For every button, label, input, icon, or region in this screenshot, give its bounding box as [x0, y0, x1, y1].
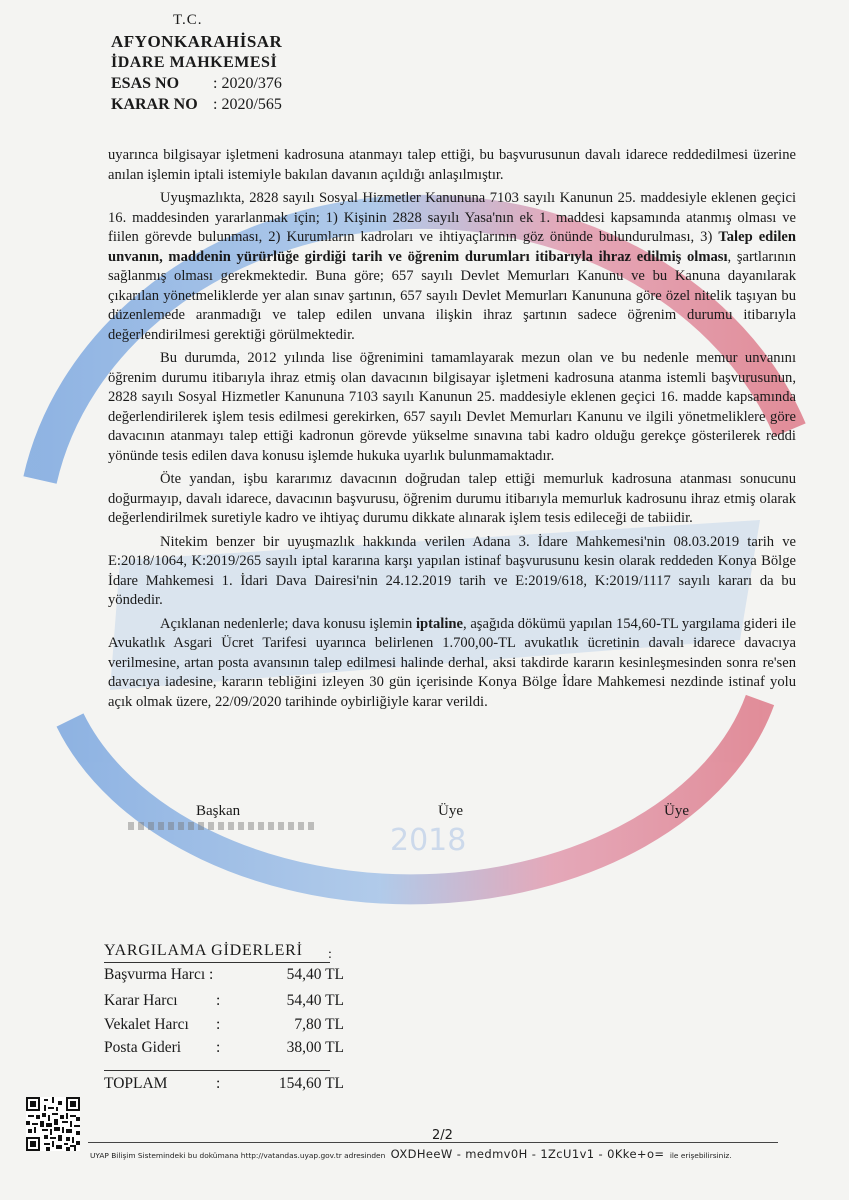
costs-title: YARGILAMA GİDERLERİ	[104, 942, 303, 959]
footer-prefix: UYAP Bilişim Sistemindeki bu dokümana http://vatandas.uyap.gov.tr adresinden	[90, 1151, 386, 1160]
cost-amount: 54,40 TL	[286, 966, 344, 983]
document-body	[108, 146, 796, 716]
cost-label: Posta Gideri	[104, 1039, 182, 1056]
uyap-footer	[90, 1147, 790, 1161]
page-number: 2/2	[432, 1128, 453, 1143]
cost-amount: 54,40 TL	[286, 992, 344, 1009]
paragraph-5: Nitekim benzer bir uyuşmazlık hakkında verilen Adana 3. İdare Mahkemesi'nin 08.03.2019 tarih ve E:2018/1064, K:2019/265 sayılı iptal kararına karşı yapılan istinaf başvurusunu kesin olarak reddeden Konya Bölge İdare Mahkemesi 1. İdari Dava Dairesi'nin 24.12.2019 tarih ve E:2019/618, K:2019/1117 sayılı kararı da bu yöndedir.	[108, 533, 796, 608]
costs-title-colon: :	[328, 947, 332, 962]
paragraph-2-part-a: Uyuşmazlıkta, 2828 sayılı Sosyal Hizmetler Kanununa 7103 sayılı Kanunun 25. maddesiyle eklenen geçici 16. maddesinden yararlanmak için; 1) Kişinin 2828 sayılı Yasa'nın ek 1. maddesi kapsamında atanmış olması ve fiilen görevde bulunması, 2) Kurumların kadroları ve ihtiyaçlarının göz önünde bulundurulması, 3)	[108, 190, 796, 245]
costs-total-divider	[104, 1070, 330, 1071]
paragraph-2	[108, 189, 796, 345]
cost-amount: 38,00 TL	[286, 1039, 344, 1056]
karar-value: : 2020/565	[213, 96, 282, 113]
watermark-year: 2018	[390, 823, 467, 858]
cost-colon: :	[216, 1039, 221, 1056]
total-colon: :	[216, 1075, 221, 1092]
paragraph-2-bold: Talep edilen unvanın, maddenin yürürlüğe girdiği tarih ve öğrenim durumları itibarıyla ihraz edilmiş olması	[108, 229, 796, 265]
cost-row	[104, 1016, 344, 1038]
cost-label: Vekalet Harcı	[104, 1016, 189, 1033]
karar-row	[111, 94, 282, 115]
total-amount: 154,60 TL	[278, 1075, 344, 1092]
country-label: T.C.	[173, 12, 203, 28]
esas-value: : 2020/376	[213, 75, 282, 92]
costs-title-underline	[104, 962, 330, 963]
paragraph-6	[108, 615, 796, 713]
paragraph-2-part-c: , şartlarının sağlanmış olması gerekmektedir. Buna göre; 657 sayılı Devlet Memurları Kanunu ve bu Kanuna dayanılarak çıkarılan yönetmeliklerde yer alan sınav şartının, 657 sayılı Devlet Memurları Kanununa göre özel nitelik taşıyan bu düzenlemede aranmadığı ve talep edilen unvana ilişkin ihraz şartının sadece öğrenim durumu itibarıyla değerlendirilmesi gerektiği görülmektedir.	[108, 248, 796, 343]
paragraph-3: Bu durumda, 2012 yılında lise öğrenimini tamamlayarak mezun olan ve bu nedenle memur unvanını öğrenim durumu itibarıyla ihraz etmiş olan davacının bilgisayar işletmeni kadrosuna atanma istemli başvurusunun, 2828 sayılı Sosyal Hizmetler Kanununa 7103 sayılı Kanunun 25. maddesiyle eklenen geçici 16. madde kapsamında değerlendirilerek işlem tesis edilmesi gerekirken, 657 sayılı Devlet Memurları Kanunu ve ilgili yönetmeliklere göre davacının atanmayı talep ettiği kadronun görevde yükselme sınavına tabi kadro olduğu gerekçe gösterilerek reddi yönünde tesis edilen dava konusu işlemde hukuka uyarlık bulunmamaktadır.	[108, 350, 796, 464]
cost-row	[104, 1039, 344, 1061]
paragraph-6-bold: iptaline	[415, 615, 463, 632]
signature-president: Başkan	[196, 803, 241, 819]
cost-label: Karar Harcı	[104, 992, 178, 1009]
signature-member-1: Üye	[438, 803, 463, 819]
paragraph-6-part-a: Açıklanan nedenlerle; dava konusu işlemin	[160, 615, 413, 632]
redacted-name	[128, 822, 318, 830]
costs-section	[104, 942, 344, 1092]
court-name: İDARE MAHKEMESİ	[111, 54, 278, 71]
paragraph-4: Öte yandan, işbu kararımız davacının doğrudan talep ettiği memurluk kadrosuna atanması sonucunu doğurmayıp, davalı idarece, davacının başvurusu, öğrenim durumu itibarıyla memurluk kadrosunu ihraz etmiş olarak değerlendirilmek suretiyle kadro ve ihtiyaç durumu dikkate alınarak işlem tesis edileceği de tabiidir.	[108, 471, 796, 526]
qr-code-icon	[26, 1097, 80, 1151]
cost-colon: :	[216, 992, 221, 1009]
karar-label: KARAR NO	[111, 96, 198, 113]
cost-row	[104, 992, 344, 1014]
paragraph-6-part-c: , aşağıda dökümü yapılan 154,60-TL yargılama gideri ile Avukatlık Asgari Ücret Tarifesi uyarınca belirlenen 1.700,00-TL avukatlık ücretinin davalı idarece davacıya verilmesine, artan posta avansının talep edilmesi halinde derhal, aksi takdirde kararın kesinleşmesinden sonra re'sen davacıya iadesine, kararın tebliğini izleyen 30 gün içerisinde Konya Bölge İdare Mahkemesi nezdinde istinaf yolu açık olmak üzere, 22/09/2020 tarihinde oybirliğiyle karar verildi.	[108, 615, 797, 710]
cost-total-row	[104, 1075, 344, 1097]
cost-row	[104, 966, 344, 988]
cost-colon: :	[216, 1016, 221, 1033]
esas-label: ESAS NO	[111, 75, 180, 92]
verification-code: OXDHeeW - medmv0H - 1ZcU1v1 - 0Kke+o=	[390, 1147, 665, 1161]
footer-divider	[88, 1142, 778, 1143]
total-label: TOPLAM	[104, 1075, 168, 1092]
footer-suffix: ile erişebilirsiniz.	[669, 1151, 732, 1160]
esas-row	[111, 73, 282, 94]
city-name: AFYONKARAHİSAR	[111, 32, 283, 51]
paragraph-1: uyarınca bilgisayar işletmeni kadrosuna atanmayı talep ettiği, bu başvurusunun davalı idarece reddedilmesi üzerine anılan işlemin iptali istemiyle bakılan davanın açıldığı anlaşılmıştır.	[108, 147, 796, 183]
cost-label: Başvurma Harcı :	[104, 966, 214, 983]
cost-amount: 7,80 TL	[294, 1016, 344, 1033]
signature-member-2: Üye	[664, 803, 689, 819]
document-header	[111, 10, 282, 115]
